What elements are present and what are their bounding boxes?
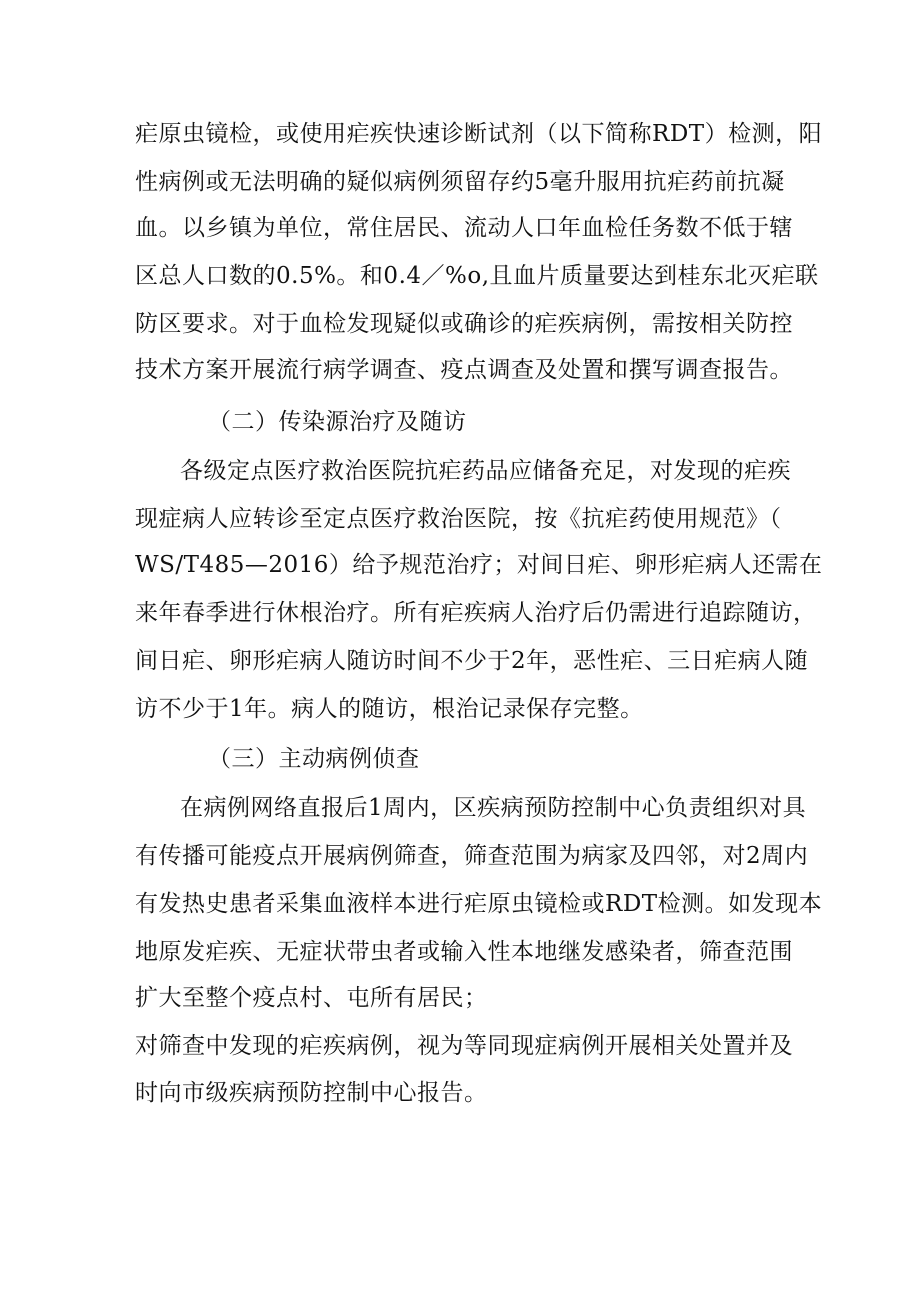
paragraph-line: 有传播可能疫点开展病例筛查，筛查范围为病家及四邻，对2周内 xyxy=(135,843,809,869)
paragraph-line: 现症病人应转诊至定点医疗救治医院，按《抗疟药使用规范》（ xyxy=(135,506,782,532)
paragraph-line: 访不少于1年。病人的随访，根治记录保存完整。 xyxy=(135,696,644,722)
paragraph-line: 对筛查中发现的疟疾病例，视为等同现症病例开展相关处置并及 xyxy=(135,1033,793,1059)
paragraph-line: 性病例或无法明确的疑似病例须留存约5毫升服用抗疟药前抗凝 xyxy=(135,169,785,195)
paragraph-line: 各级定点医疗救治医院抗疟药品应储备充足，对发现的疟疾 xyxy=(180,458,791,484)
section-heading: （二）传染源治疗及随访 xyxy=(208,409,467,435)
paragraph-line: 间日疟、卵形疟病人随访时间不少于2年，恶性疟、三日疟病人随 xyxy=(135,648,809,674)
paragraph-line: 区总人口数的0.5%。和0.4／%o,且血片质量要达到桂东北灭疟联 xyxy=(135,263,819,289)
paragraph-line: 防区要求。对于血检发现疑似或确诊的疟疾病例，需按相关防控 xyxy=(135,311,793,337)
paragraph-line: 有发热史患者采集血液样本进行疟原虫镜检或RDT检测。如发现本 xyxy=(135,891,823,917)
paragraph-line: WS/T485—2016）给予规范治疗；对间日疟、卵形疟病人还需在 xyxy=(135,552,823,578)
paragraph-line: 疟原虫镜检，或使用疟疾快速诊断试剂（以下简称RDT）检测，阳 xyxy=(135,121,823,147)
paragraph-line: 技术方案开展流行病学调查、疫点调查及处置和撰写调查报告。 xyxy=(135,357,793,383)
paragraph-line: 在病例网络直报后1周内，区疾病预防控制中心负责组织对具 xyxy=(180,795,807,821)
paragraph-line: 扩大至整个疫点村、屯所有居民； xyxy=(135,985,488,1011)
paragraph-line: 血。以乡镇为单位，常住居民、流动人口年血检任务数不低于辖 xyxy=(135,215,793,241)
paragraph-line: 地原发疟疾、无症状带虫者或输入性本地继发感染者，筛查范围 xyxy=(135,939,793,965)
paragraph-line: 来年春季进行休根治疗。所有疟疾病人治疗后仍需进行追踪随访， xyxy=(135,600,817,626)
paragraph-line: 时向市级疾病预防控制中心报告。 xyxy=(135,1080,488,1106)
section-heading: （三）主动病例侦查 xyxy=(208,746,420,772)
